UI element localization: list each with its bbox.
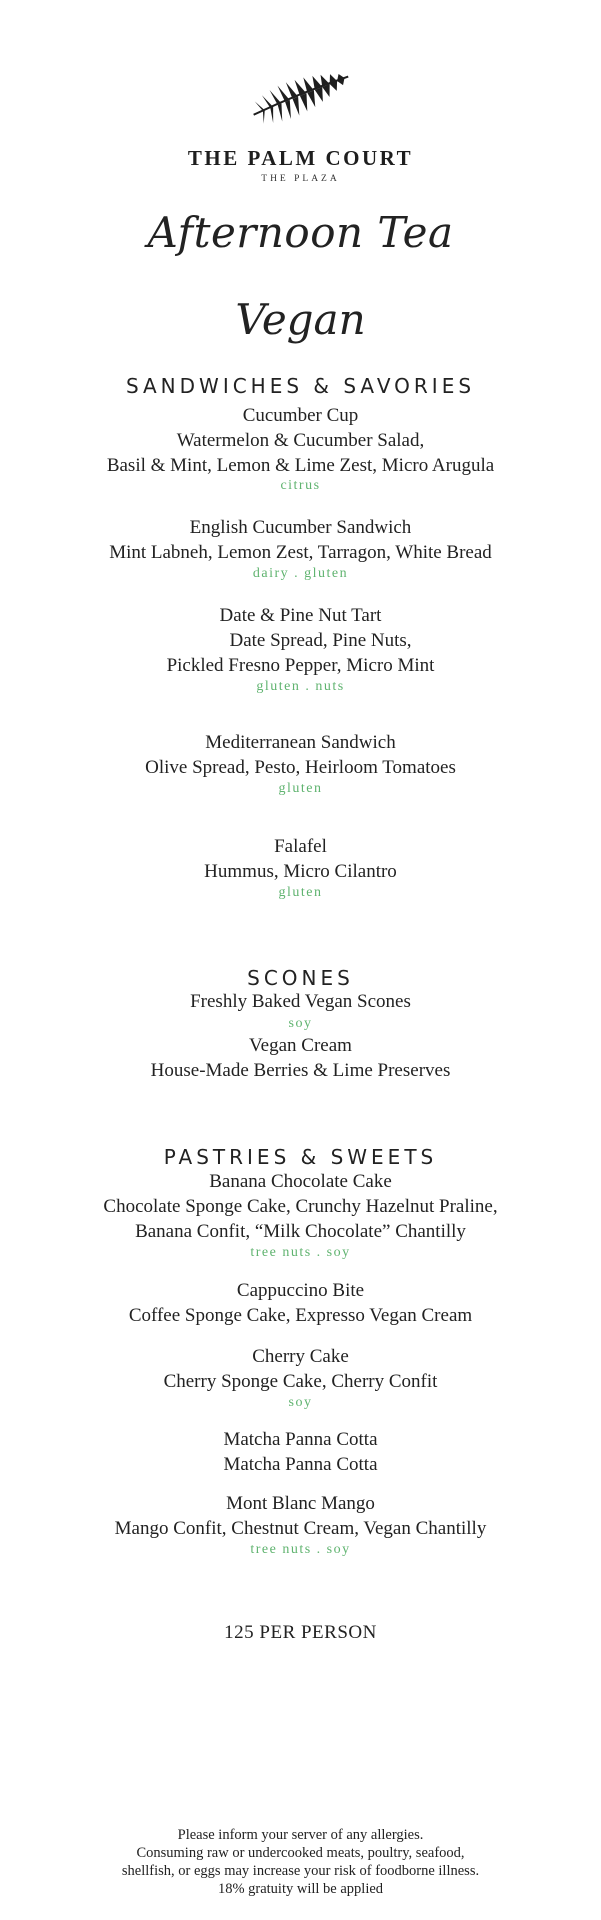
menu-item-name: Cappuccino Bite <box>236 1280 365 1301</box>
allergen-note: tree nuts . soy <box>250 1245 351 1260</box>
page-title: Afternoon Tea <box>147 208 454 257</box>
menu-item-description: Matcha Panna Cotta <box>223 1454 378 1475</box>
menu-item-name: Falafel <box>274 836 327 857</box>
menu-item-description: Cherry Sponge Cake, Cherry Confit <box>163 1371 438 1392</box>
menu-item-description: Basil & Mint, Lemon & Lime Zest, Micro Arugula <box>106 455 495 476</box>
menu-item-name: Vegan Cream <box>249 1035 352 1056</box>
menu-item-description: Hummus, Micro Cilantro <box>204 861 397 882</box>
price-per-person: 125 PER PERSON <box>224 1622 377 1643</box>
menu-item-description: Mango Confit, Chestnut Cream, Vegan Chantilly <box>114 1518 487 1539</box>
allergen-note: soy <box>288 1016 313 1031</box>
menu-item-name: Mediterranean Sandwich <box>205 732 396 753</box>
menu-item-description: Olive Spread, Pesto, Heirloom Tomatoes <box>145 757 456 778</box>
menu-item-description: Pickled Fresno Pepper, Micro Mint <box>166 655 435 676</box>
allergen-note: citrus <box>280 478 321 493</box>
allergen-note: soy <box>288 1395 313 1410</box>
venue-name: THE PLAZA <box>261 174 340 184</box>
palm-frond-icon <box>0 68 601 126</box>
menu-item-description: Mint Labneh, Lemon Zest, Tarragon, White Bread <box>109 542 492 563</box>
section-heading-sweets: PASTRIES & SWEETS <box>163 1145 438 1169</box>
menu-item-name: House-Made Berries & Lime Preserves <box>150 1060 451 1081</box>
allergy-notice: Please inform your server of any allergies. <box>177 1827 424 1843</box>
menu-item-description: Date Spread, Pine Nuts, <box>229 630 412 651</box>
menu-item-description: Chocolate Sponge Cake, Crunchy Hazelnut Praline, <box>103 1196 498 1217</box>
menu-item-name: Mont Blanc Mango <box>226 1493 375 1514</box>
allergen-note: gluten <box>278 781 323 796</box>
allergen-note: tree nuts . soy <box>250 1542 351 1557</box>
menu-item-description: Banana Confit, “Milk Chocolate” Chantilly <box>135 1221 466 1242</box>
menu-item-name: Date & Pine Nut Tart <box>219 605 382 626</box>
brand-name: THE PALM COURT <box>187 146 414 170</box>
menu-subtitle: Vegan <box>235 295 366 344</box>
section-heading-scones: SCONES <box>247 966 354 990</box>
menu-item-name: Cucumber Cup <box>242 405 359 426</box>
allergen-note: gluten <box>278 885 323 900</box>
gratuity-notice: 18% gratuity will be applied <box>217 1881 384 1897</box>
food-safety-notice: shellfish, or eggs may increase your risk of foodborne illness. <box>121 1863 480 1879</box>
menu-item-name: English Cucumber Sandwich <box>189 517 412 538</box>
menu-item-description: Watermelon & Cucumber Salad, <box>176 430 425 451</box>
allergen-note: gluten . nuts <box>256 679 345 694</box>
menu-item-description: Coffee Sponge Cake, Expresso Vegan Cream <box>128 1305 473 1326</box>
menu-item-name: Matcha Panna Cotta <box>223 1429 378 1450</box>
menu-item-name: Cherry Cake <box>252 1346 349 1367</box>
allergen-note: dairy . gluten <box>252 566 349 581</box>
menu-item-name: Freshly Baked Vegan Scones <box>190 991 411 1012</box>
section-heading-savories: SANDWICHES & SAVORIES <box>125 374 476 398</box>
food-safety-notice: Consuming raw or undercooked meats, poultry, seafood, <box>136 1845 465 1861</box>
menu-item-name: Banana Chocolate Cake <box>209 1171 392 1192</box>
